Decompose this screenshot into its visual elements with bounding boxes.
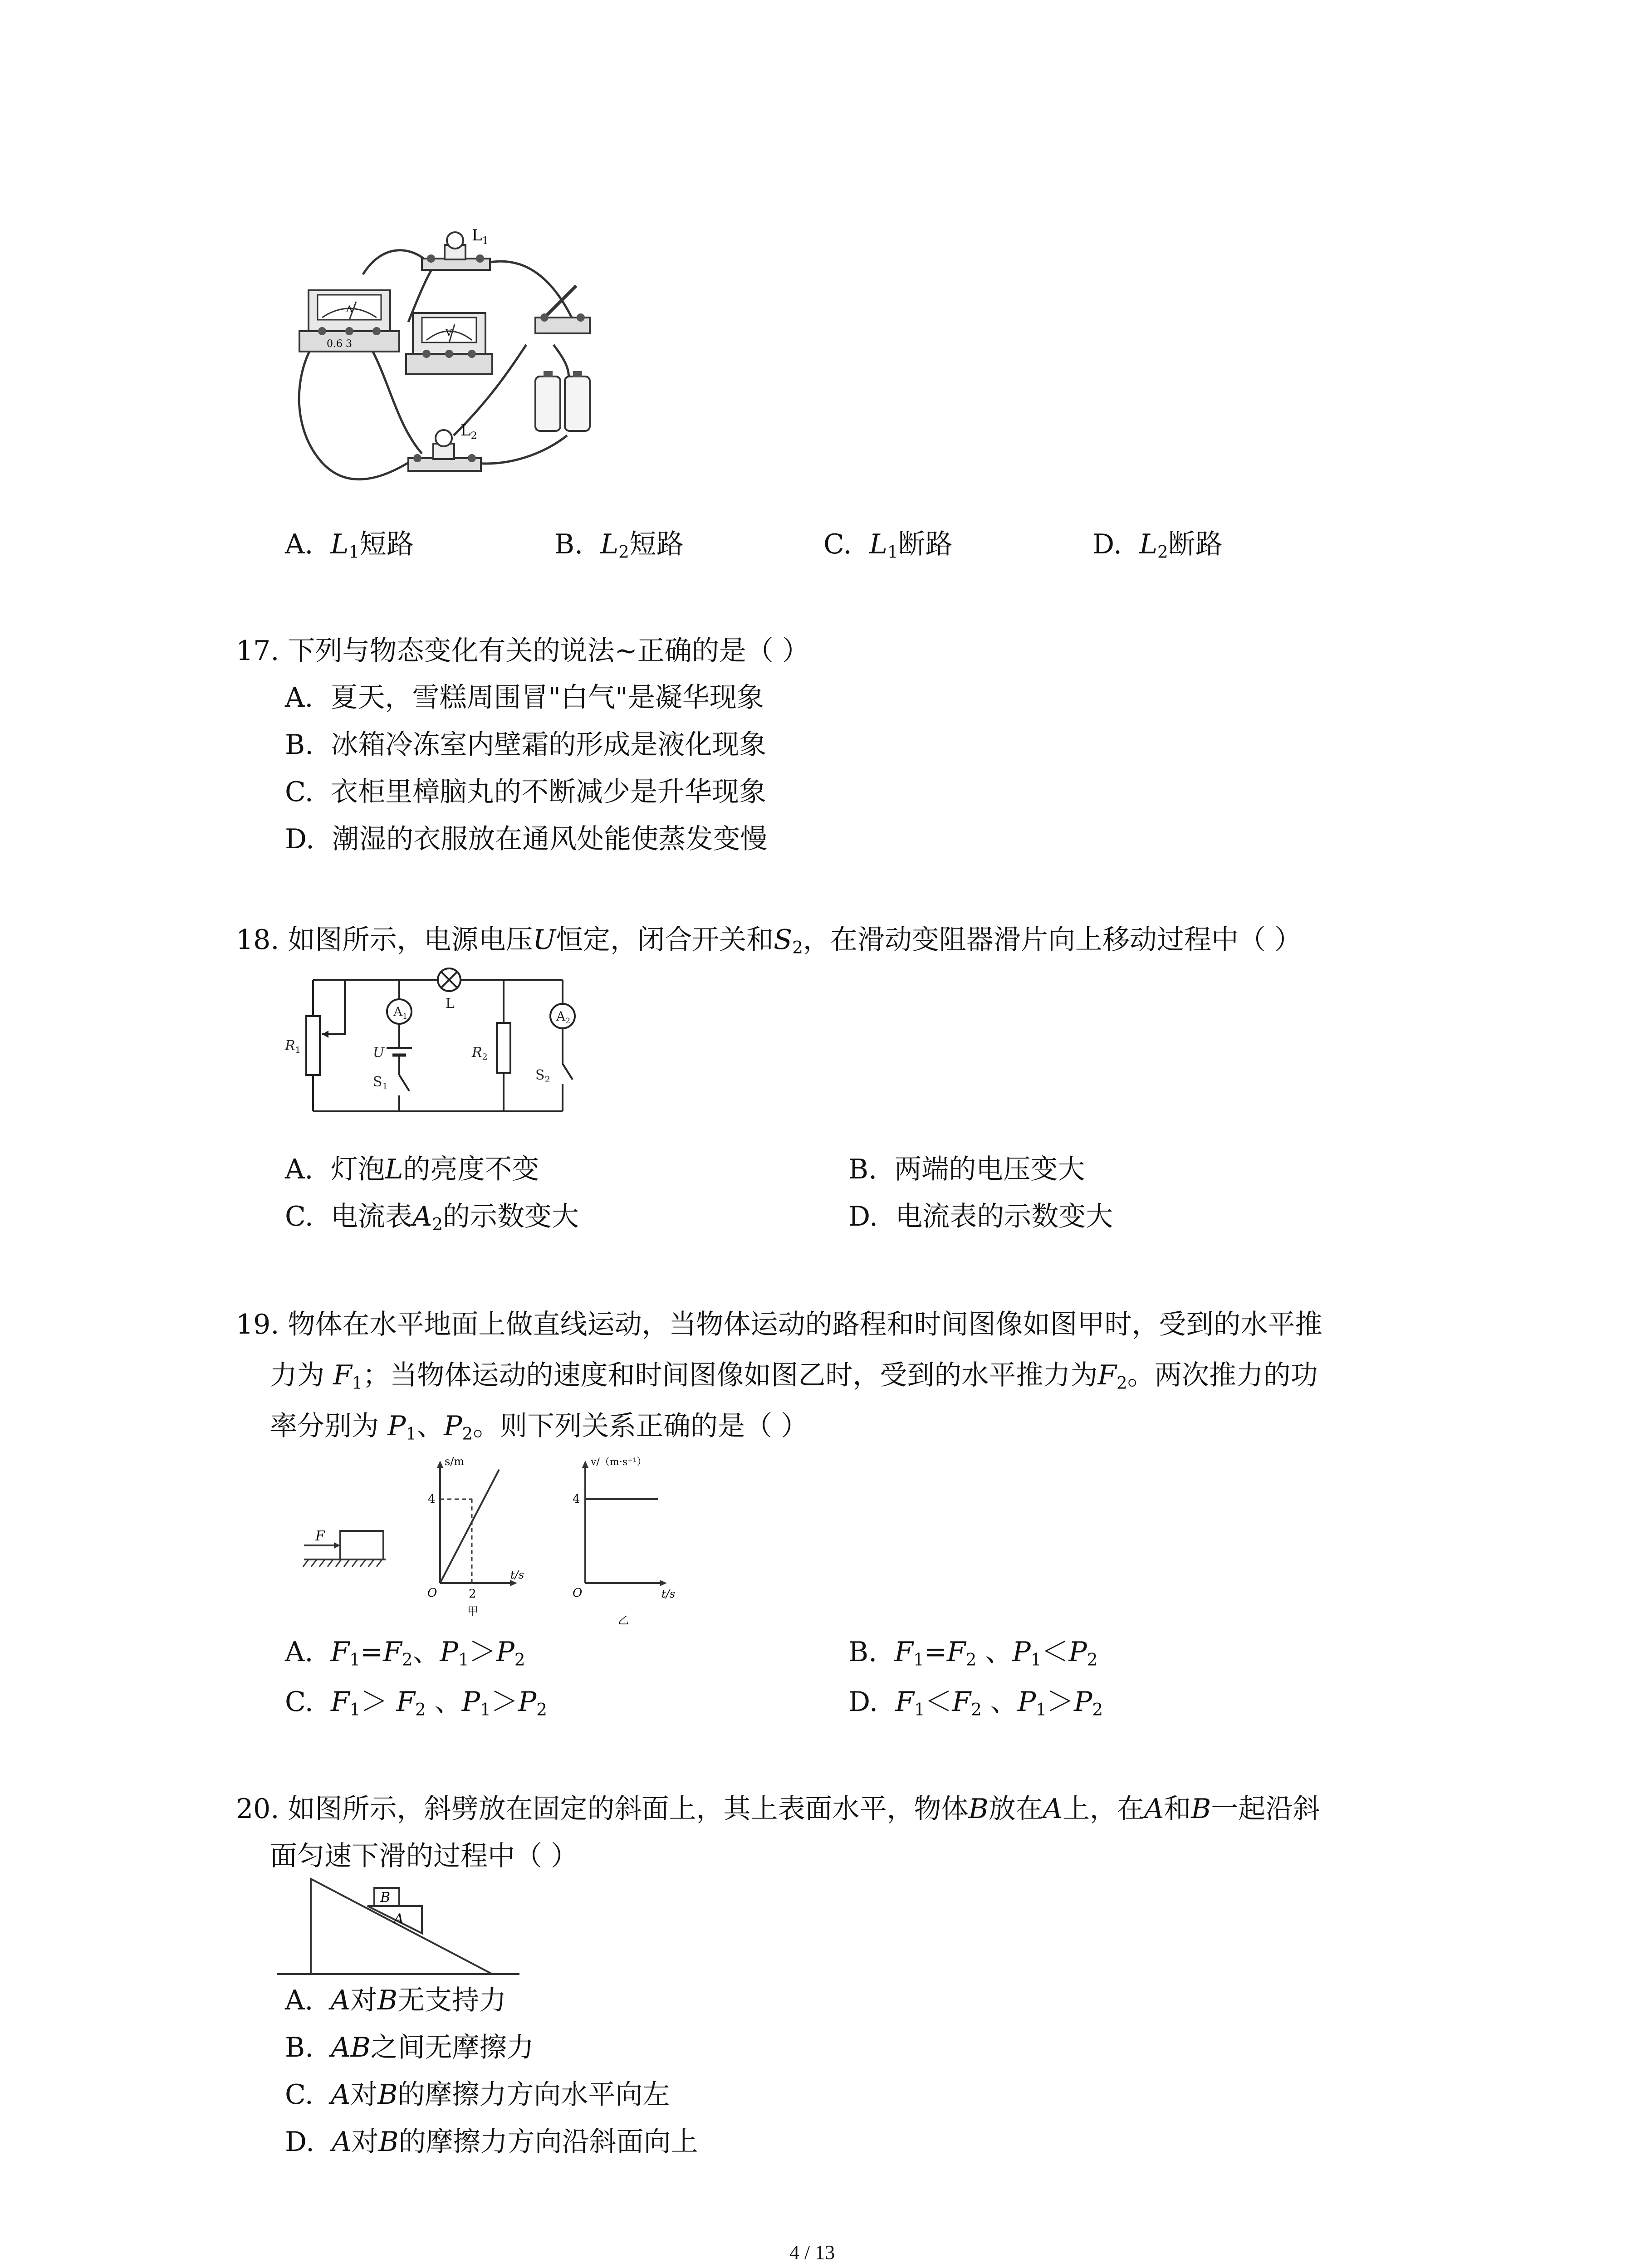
q19-number: 19. xyxy=(236,1309,279,1340)
svg-text:s/m: s/m xyxy=(445,1455,465,1468)
q20-stem-line1: 20. 如图所示，斜劈放在固定的斜面上，其上表面水平，物体B放在A上，在A和B一起沿斜 xyxy=(236,1793,1320,1825)
q20-number: 20. xyxy=(236,1793,279,1825)
q18-number: 18. xyxy=(236,924,279,956)
l2-label: $L_2$ xyxy=(460,421,477,442)
pushed-block xyxy=(303,1528,386,1567)
svg-text:v/（m·s⁻¹）: v/（m·s⁻¹） xyxy=(591,1457,647,1468)
q18-stem: 18. 如图所示，电源电压U恒定，闭合开关和$S_2$，在滑动变阻器滑片向上移动过程中（ ） xyxy=(236,924,1302,958)
svg-text:R2: $R_2$ xyxy=(472,1045,488,1062)
l1-label: $L_1$ xyxy=(472,227,489,247)
q19-option-a[interactable]: A. $F_1=F_2$、$P_1>P_2$ xyxy=(285,1636,525,1670)
s-t-graph xyxy=(427,1455,524,1618)
svg-text:t/s: t/s xyxy=(661,1588,676,1600)
q19-option-d[interactable]: D. $F_1<F_2$ 、$P_1>P_2$ xyxy=(848,1686,1103,1720)
svg-text:A1: $A_1$ xyxy=(393,1004,408,1021)
svg-text:2: 2 xyxy=(469,1587,476,1601)
q16-option-c[interactable]: C. $L_1$断路 xyxy=(823,528,953,562)
q18-option-c[interactable]: C. 电流表$A_2$的示数变大 xyxy=(285,1201,579,1234)
svg-text:A: A xyxy=(346,303,353,314)
svg-text:S1: $S_1$ xyxy=(373,1074,388,1091)
q16-circuit-figure xyxy=(272,227,617,517)
q18-option-a[interactable]: A. 灯泡L的亮度不变 xyxy=(285,1154,539,1185)
svg-text:甲: 甲 xyxy=(467,1605,478,1618)
q20-incline-diagram xyxy=(272,1873,526,1982)
q19-stem-line2: 力为 $F_1$；当物体运动的速度和时间图像如图乙时，受到的水平推力为$F_2$。两次推力的功 xyxy=(270,1359,1318,1393)
q20-option-d[interactable]: D. A对B的摩擦力方向沿斜面向上 xyxy=(285,2126,698,2158)
q19-figures xyxy=(290,1452,708,1637)
q16-option-b[interactable]: B. $L_2$短路 xyxy=(554,528,684,562)
svg-text:O: O xyxy=(573,1586,583,1600)
svg-text:A: A xyxy=(394,1911,404,1927)
svg-text:F: F xyxy=(315,1528,325,1544)
battery xyxy=(535,371,590,431)
ammeter xyxy=(299,290,399,352)
knife-switch xyxy=(535,286,590,333)
q17-option-d[interactable]: D. 潮湿的衣服放在通风处能使蒸发变慢 xyxy=(285,823,768,855)
page-number: 4 / 13 xyxy=(789,2241,835,2263)
svg-text:U: U xyxy=(373,1045,385,1061)
q18-option-d[interactable]: D. 电流表的示数变大 xyxy=(848,1201,1113,1232)
q20-option-b[interactable]: B. AB之间无摩擦力 xyxy=(285,2032,534,2063)
q19-stem-line1: 19. 物体在水平地面上做直线运动，当物体运动的路程和时间图像如图甲时，受到的水平推 xyxy=(236,1309,1323,1340)
svg-text:0.6 3: 0.6 3 xyxy=(327,338,352,350)
svg-text:乙: 乙 xyxy=(618,1614,629,1627)
svg-text:R1: $R_1$ xyxy=(285,1038,301,1055)
q17-option-b[interactable]: B. 冰箱冷冻室内壁霜的形成是液化现象 xyxy=(285,729,767,761)
svg-text:4: 4 xyxy=(428,1492,436,1506)
q16-option-a[interactable]: A. $L_1$短路 xyxy=(285,528,414,562)
q19-stem-line3: 率分别为 $P_1$、$P_2$。则下列关系正确的是（ ） xyxy=(270,1410,808,1444)
v-t-graph xyxy=(573,1457,675,1627)
voltmeter xyxy=(406,313,492,374)
q17-option-a[interactable]: A. 夏天，雪糕周围冒"白气"是凝华现象 xyxy=(285,682,764,714)
q20-stem-line2: 面匀速下滑的过程中（ ） xyxy=(270,1840,578,1872)
q18-option-b[interactable]: B. 两端的电压变大 xyxy=(848,1154,1085,1185)
q17-option-c[interactable]: C. 衣柜里樟脑丸的不断减少是升华现象 xyxy=(285,776,766,808)
svg-text:O: O xyxy=(427,1586,437,1600)
q20-option-c[interactable]: C. A对B的摩擦力方向水平向左 xyxy=(285,2079,670,2111)
q18-circuit-diagram xyxy=(268,966,612,1139)
q17-stem: 17. 下列与物态变化有关的说法~正确的是（ ） xyxy=(236,635,809,667)
q19-option-c[interactable]: C. $F_1> F_2$ 、$P_1>P_2$ xyxy=(285,1686,547,1720)
svg-text:L: L xyxy=(446,996,455,1012)
svg-text:t/s: t/s xyxy=(510,1569,524,1581)
q19-option-b[interactable]: B. $F_1=F_2$ 、$P_1<P_2$ xyxy=(848,1636,1098,1670)
q16-option-d[interactable]: D. $L_2$断路 xyxy=(1092,528,1223,562)
q17-number: 17. xyxy=(236,635,279,667)
q20-option-a[interactable]: A. A对B无支持力 xyxy=(285,1984,506,2016)
svg-text:V: V xyxy=(446,327,452,338)
svg-text:S2: $S_2$ xyxy=(535,1067,550,1085)
svg-text:4: 4 xyxy=(573,1492,580,1506)
svg-text:A2: $A_2$ xyxy=(556,1009,571,1026)
svg-text:B: B xyxy=(380,1890,391,1906)
